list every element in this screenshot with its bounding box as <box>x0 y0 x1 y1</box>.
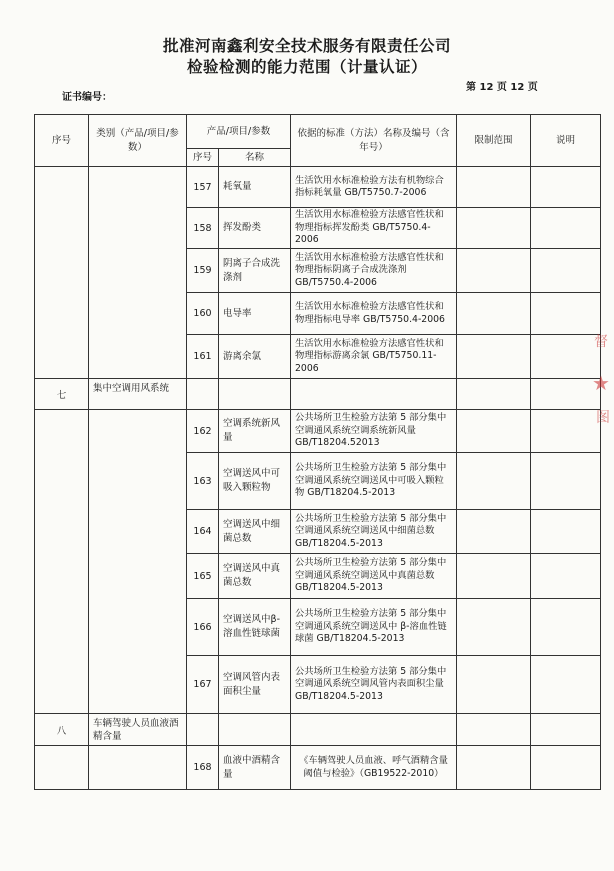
row-note <box>531 335 601 379</box>
row-limit <box>457 510 531 554</box>
row-limit <box>457 599 531 656</box>
row-limit <box>457 335 531 379</box>
row-limit <box>457 293 531 335</box>
row-no: 162 <box>187 410 219 453</box>
row-no: 164 <box>187 510 219 554</box>
row-note <box>531 208 601 249</box>
header-category: 类别（产品/项目/参数） <box>89 115 187 167</box>
row-no: 161 <box>187 335 219 379</box>
row-note <box>531 554 601 599</box>
row-note <box>531 510 601 554</box>
row-note <box>531 656 601 714</box>
row-standard: 生活饮用水标准检验方法感官性状和物理指标游离余氯 GB/T5750.11-2006 <box>291 335 457 379</box>
row-name: 空调风管内表面积尘量 <box>219 656 291 714</box>
category-cell <box>89 410 187 714</box>
table-row <box>35 410 601 453</box>
page-subtitle: 检验检测的能力范围（计量认证） <box>186 58 427 76</box>
header-sub-no: 序号 <box>187 149 219 167</box>
capability-table <box>34 114 601 790</box>
table-row <box>35 746 601 790</box>
section-row <box>35 714 601 746</box>
seq-cell <box>35 410 89 714</box>
row-name: 电导率 <box>219 293 291 335</box>
row-no: 167 <box>187 656 219 714</box>
row-no: 165 <box>187 554 219 599</box>
row-name: 空调送风中可吸入颗粒物 <box>219 453 291 510</box>
header-limit: 限制范围 <box>457 115 531 167</box>
row-name: 空调系统新风量 <box>219 410 291 453</box>
section-row <box>35 379 601 410</box>
empty-cell <box>291 714 457 746</box>
empty-cell <box>187 714 219 746</box>
section-seq: 七 <box>35 379 89 410</box>
row-limit <box>457 656 531 714</box>
row-standard: 公共场所卫生检验方法第 5 部分集中空调通风系统空调送风中细菌总数 GB/T18204.5-2013 <box>291 510 457 554</box>
row-standard: 《车辆驾驶人员血液、呼气酒精含量阈值与检验》（GB19522-2010） <box>291 746 457 790</box>
empty-cell <box>187 379 219 410</box>
row-standard: 公共场所卫生检验方法第 5 部分集中空调通风系统空调送风中可吸入颗粒物 GB/T18204.5-2013 <box>291 453 457 510</box>
row-note <box>531 167 601 208</box>
row-no: 166 <box>187 599 219 656</box>
empty-cell <box>457 714 531 746</box>
row-limit <box>457 208 531 249</box>
row-limit <box>457 746 531 790</box>
row-note <box>531 249 601 293</box>
row-name: 空调送风中β-溶血性链球菌 <box>219 599 291 656</box>
official-seal <box>592 330 614 440</box>
row-limit <box>457 410 531 453</box>
row-note <box>531 293 601 335</box>
row-no: 163 <box>187 453 219 510</box>
header-note: 说明 <box>531 115 601 167</box>
empty-cell <box>531 714 601 746</box>
row-no: 159 <box>187 249 219 293</box>
row-standard: 公共场所卫生检验方法第 5 部分集中空调通风系统空调系统新风量 GB/T18204.52013 <box>291 410 457 453</box>
row-no: 158 <box>187 208 219 249</box>
section-category: 车辆驾驶人员血液酒精含量 <box>89 714 187 746</box>
empty-cell <box>219 714 291 746</box>
row-note <box>531 410 601 453</box>
row-limit <box>457 249 531 293</box>
row-name: 游离余氯 <box>219 335 291 379</box>
row-name: 阴离子合成洗涤剂 <box>219 249 291 293</box>
seq-cell <box>35 746 89 790</box>
row-note <box>531 746 601 790</box>
row-standard: 生活饮用水标准检验方法感官性状和物理指标阴离子合成洗涤剂 GB/T5750.4-2006 <box>291 249 457 293</box>
row-name: 挥发酚类 <box>219 208 291 249</box>
row-note <box>531 599 601 656</box>
row-limit <box>457 453 531 510</box>
row-standard: 生活饮用水标准检验方法感官性状和物理指标挥发酚类 GB/T5750.4-2006 <box>291 208 457 249</box>
row-standard: 生活饮用水标准检验方法感官性状和物理指标电导率 GB/T5750.4-2006 <box>291 293 457 335</box>
header-standard: 依据的标准（方法）名称及编号（含年号） <box>291 115 457 167</box>
row-standard: 公共场所卫生检验方法第 5 部分集中空调通风系统空调送风中 β-溶血性链球菌 GB/T18204.5-2013 <box>291 599 457 656</box>
row-name: 空调送风中真菌总数 <box>219 554 291 599</box>
seal-char: 图 <box>596 410 610 426</box>
seal-star-icon: ★ <box>592 371 610 395</box>
page-number: 第 12 页 12 页 <box>466 82 538 93</box>
certificate-number-label: 证书编号： <box>62 92 112 103</box>
section-category: 集中空调用风系统 <box>89 379 187 410</box>
empty-cell <box>531 379 601 410</box>
row-standard: 公共场所卫生检验方法第 5 部分集中空调通风系统空调送风中真菌总数 GB/T18204.5-2013 <box>291 554 457 599</box>
row-standard: 生活饮用水标准检验方法有机物综合指标耗氧量 GB/T5750.7-2006 <box>291 167 457 208</box>
row-standard: 公共场所卫生检验方法第 5 部分集中空调通风系统空调风管内表面积尘量 GB/T18204.5-2013 <box>291 656 457 714</box>
seq-cell <box>35 167 89 379</box>
row-name: 耗氧量 <box>219 167 291 208</box>
row-limit <box>457 167 531 208</box>
empty-cell <box>291 379 457 410</box>
row-name: 血液中酒精含量 <box>219 746 291 790</box>
header-product-group: 产品/项目/参数 <box>187 115 291 149</box>
category-cell <box>89 746 187 790</box>
category-cell <box>89 167 187 379</box>
row-note <box>531 453 601 510</box>
table-row <box>35 167 601 208</box>
page-title: 批准河南鑫利安全技术服务有限责任公司 <box>162 37 451 55</box>
row-no: 157 <box>187 167 219 208</box>
row-no: 160 <box>187 293 219 335</box>
seal-char: 督 <box>594 334 608 350</box>
header-seq: 序号 <box>35 115 89 167</box>
row-no: 168 <box>187 746 219 790</box>
empty-cell <box>457 379 531 410</box>
header-sub-name: 名称 <box>219 149 291 167</box>
section-seq: 八 <box>35 714 89 746</box>
row-limit <box>457 554 531 599</box>
empty-cell <box>219 379 291 410</box>
row-name: 空调送风中细菌总数 <box>219 510 291 554</box>
